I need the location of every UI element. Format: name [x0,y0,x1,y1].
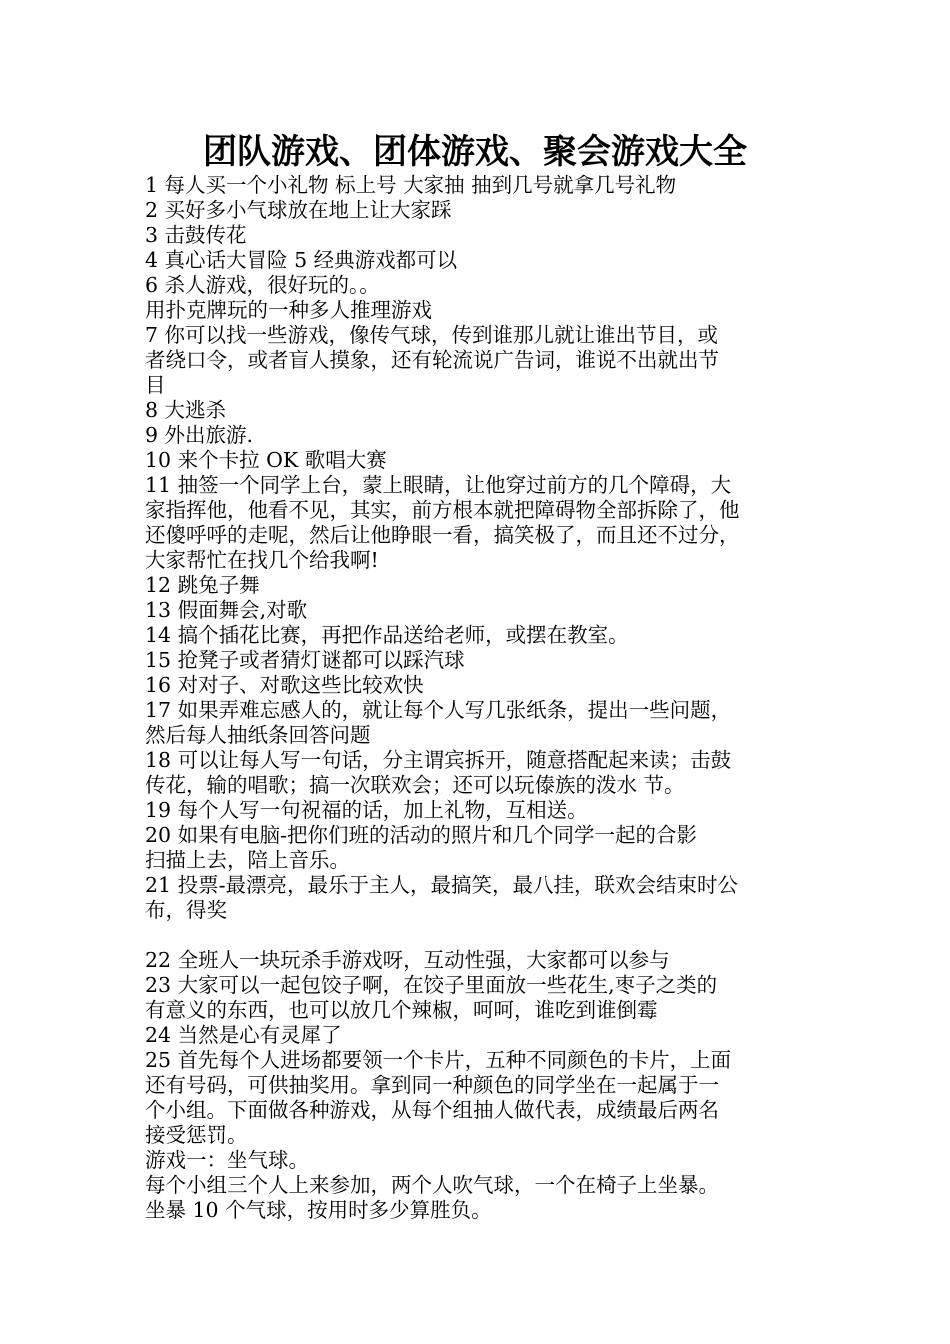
text-line: 者绕口令，或者盲人摸象，还有轮流说广告词，谁说不出就出节 [145,348,719,372]
text-line: 还傻呼呼的走呢，然后让他睁眼一看，搞笑极了，而且还不过分， [145,523,740,547]
text-line: 21 投票-最漂亮，最乐于主人，最搞笑，最八挂，联欢会结束时公 [145,873,739,897]
text-line: 目 [145,373,166,397]
text-line: 8 大逃杀 [145,398,227,422]
text-line: 游戏一：坐气球。 [145,1148,309,1172]
text-line: 接受惩罚。 [145,1123,248,1147]
text-line: 14 搞个插花比赛，再把作品送给老师，或摆在教室。 [145,623,629,647]
text-line: 还有号码，可供抽奖用。拿到同一种颜色的同学坐在一起属于一 [145,1073,719,1097]
text-line: 然后每人抽纸条回答问题 [145,723,371,747]
blank-line [145,923,810,948]
text-line: 24 当然是心有灵犀了 [145,1023,342,1047]
text-line: 有意义的东西，也可以放几个辣椒，呵呵，谁吃到谁倒霉 [145,998,658,1022]
text-line: 25 首先每个人进场都要领一个卡片，五种不同颜色的卡片，上面 [145,1048,732,1072]
text-line: 用扑克牌玩的一种多人推理游戏 [145,298,432,322]
text-line: 3 击鼓传花 [145,223,247,247]
document-title: 团队游戏、团体游戏、聚会游戏大全 [203,132,747,172]
text-line: 1 每人买一个小礼物 标上号 大家抽 抽到几号就拿几号礼物 [145,173,677,197]
text-line: 7 你可以找一些游戏，像传气球，传到谁那儿就让谁出节目，或 [145,323,719,347]
text-line: 个小组。下面做各种游戏，从每个组抽人做代表，成绩最后两名 [145,1098,719,1122]
text-line: 每个小组三个人上来参加，两个人吹气球，一个在椅子上坐暴。 [145,1173,719,1197]
text-line: 2 买好多小气球放在地上让大家踩 [145,198,452,222]
text-line: 15 抢凳子或者猜灯谜都可以踩汽球 [145,648,465,672]
text-line: 10 来个卡拉 OK 歌唱大赛 [145,448,387,472]
text-line: 坐暴 10 个气球，按用时多少算胜负。 [145,1198,492,1222]
text-line: 布，得奖 [145,898,227,922]
text-line: 家指挥他，他看不见，其实，前方根本就把障碍物全部拆除了，他 [145,498,740,522]
text-line: 17 如果弄难忘感人的，就让每个人写几张纸条，提出一些问题， [145,698,732,722]
document-body [145,173,810,1223]
text-line: 23 大家可以一起包饺子啊，在饺子里面放一些花生,枣子之类的 [145,973,718,997]
text-line: 12 跳兔子舞 [145,573,260,597]
text-line: 16 对对子、对歌这些比较欢快 [145,673,424,697]
text-line: 6 杀人游戏，很好玩的。。 [145,273,380,297]
text-line: 11 抽签一个同学上台，蒙上眼睛，让他穿过前方的几个障碍，大 [145,473,732,497]
text-line: 9 外出旅游. [145,423,254,447]
text-line: 20 如果有电脑-把你们班的活动的照片和几个同学一起的合影 [145,823,698,847]
text-line: 大家帮忙在找几个给我啊! [145,548,379,572]
text-line: 22 全班人一块玩杀手游戏呀，互动性强，大家都可以参与 [145,948,670,972]
text-line: 19 每个人写一句祝福的话，加上礼物，互相送。 [145,798,588,822]
text-line: 扫描上去，陪上音乐。 [145,848,350,872]
text-line: 传花，输的唱歌；搞一次联欢会；还可以玩傣族的泼水 节。 [145,773,685,797]
text-line: 13 假面舞会,对歌 [145,598,308,622]
text-line: 18 可以让每人写一句话，分主谓宾拆开，随意搭配起来读；击鼓 [145,748,732,772]
text-line: 4 真心话大冒险 5 经典游戏都可以 [145,248,458,272]
